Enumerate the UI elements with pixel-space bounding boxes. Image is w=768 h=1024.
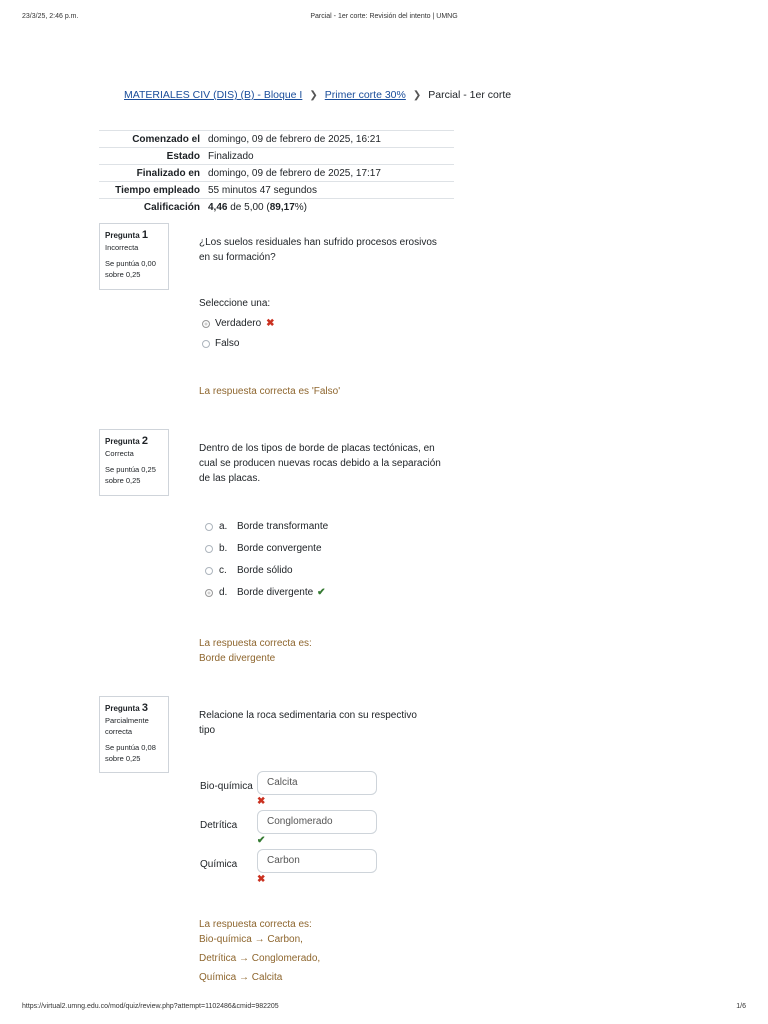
summary-value: 55 minutos 47 segundos [204,182,454,199]
question-1-info [99,223,169,290]
option-letter: b. [219,543,228,554]
question-status: Correcta [105,449,134,458]
summary-label: Finalizado en [99,165,204,182]
option-letter: d. [219,587,228,598]
question-1-prompt: Seleccione una: [199,298,271,309]
summary-row-finished [99,165,454,182]
question-number: Pregunta 1 [105,229,149,241]
question-2-info [99,429,169,496]
radio-unselected[interactable] [205,523,213,531]
question-marks: Se puntúa 0,08 sobre 0,25 [105,743,156,763]
print-page-title: Parcial - 1er corte: Revisión del intento | UMNG [310,13,458,20]
radio-unselected[interactable] [202,340,210,348]
question-1-feedback: La respuesta correcta es 'Falso' [199,386,341,397]
incorrect-x-icon: ✖ [266,318,275,329]
option-label: Borde sólido [237,565,293,576]
grade-close: %) [294,201,307,213]
question-number: Pregunta 3 [105,702,149,714]
question-number: Pregunta 2 [105,435,149,447]
summary-label: Calificación [99,199,204,216]
question-3-info [99,696,169,773]
summary-value: domingo, 09 de febrero de 2025, 17:17 [204,165,454,182]
match-select-bioquimica[interactable]: Calcita [257,771,377,795]
option-label: Borde transformante [237,521,329,532]
grade-of: de 5,00 ( [227,201,270,213]
print-page-number: 1/6 [736,1003,746,1010]
match-label-bioquimica: Bio-química [200,781,253,792]
radio-unselected[interactable] [205,545,213,553]
match-select-detritica[interactable]: Conglomerado [257,810,377,834]
question-2-feedback: La respuesta correcta es: Borde divergente [199,638,312,664]
summary-value [204,199,454,216]
breadcrumb [124,89,511,101]
option-label: Borde convergente [237,543,322,554]
match-label-quimica: Química [200,859,238,870]
option-letter: c. [219,565,227,576]
match-select-quimica[interactable]: Carbon [257,849,377,873]
option-letter: a. [219,521,228,532]
option-label: Verdadero [215,318,262,329]
q2-option-a[interactable] [205,521,328,532]
breadcrumb-current: Parcial - 1er corte [428,89,512,101]
chevron-right-icon: ❯ [412,89,422,101]
option-label: Borde divergente [237,587,314,598]
summary-row-time [99,182,454,199]
q1-option-falso[interactable] [202,338,239,349]
correct-check-icon: ✔ [257,835,266,846]
radio-unselected[interactable] [205,567,213,575]
question-1-text: ¿Los suelos residuales han sufrido procesos erosivos en su formación? [199,237,437,263]
q2-option-b[interactable] [205,543,322,554]
question-status: Incorrecta [105,243,139,252]
question-3-text: Relacione la roca sedimentaria con su respectivo tipo [199,710,417,736]
attempt-summary-table [99,130,454,215]
match-label-detritica: Detrítica [200,820,238,831]
grade-percent: 89,17 [269,201,295,213]
summary-row-started [99,131,454,148]
summary-label: Tiempo empleado [99,182,204,199]
print-datetime: 23/3/25, 2:46 p.m. [22,13,79,20]
grade-score: 4,46 [208,201,228,213]
question-status: Parcialmente correcta [105,716,149,736]
q1-option-verdadero[interactable] [202,318,275,329]
question-marks: Se puntúa 0,00 sobre 0,25 [105,259,156,279]
question-3-feedback: La respuesta correcta es: Bio-química → Carbon, Detrítica → Conglomerado, Química → Calcita [199,919,321,983]
summary-label: Comenzado el [99,131,204,148]
correct-check-icon: ✔ [317,587,326,598]
q2-option-d[interactable] [205,587,326,598]
radio-selected[interactable] [202,320,210,328]
option-label: Falso [215,338,240,349]
question-marks: Se puntúa 0,25 sobre 0,25 [105,465,156,485]
breadcrumb-section-link[interactable]: Primer corte 30% [324,89,406,101]
incorrect-x-icon: ✖ [257,874,266,885]
summary-row-grade [99,199,454,216]
chevron-right-icon: ❯ [309,89,318,101]
radio-selected[interactable] [205,589,213,597]
summary-value: Finalizado [204,148,454,165]
incorrect-x-icon: ✖ [257,796,266,807]
summary-value: domingo, 09 de febrero de 2025, 16:21 [204,131,454,148]
question-2-text: Dentro de los tipos de borde de placas tectónicas, en cual se producen nuevas rocas debido a la separación de las placas. [199,443,441,484]
print-url: https://virtual2.umng.edu.co/mod/quiz/review.php?attempt=1102486&cmid=982205 [22,1003,279,1010]
summary-row-state [99,148,454,165]
breadcrumb-course-link[interactable]: MATERIALES CIV (DIS) (B) - Bloque I [124,89,303,101]
q2-option-c[interactable] [205,565,293,576]
summary-label: Estado [99,148,204,165]
